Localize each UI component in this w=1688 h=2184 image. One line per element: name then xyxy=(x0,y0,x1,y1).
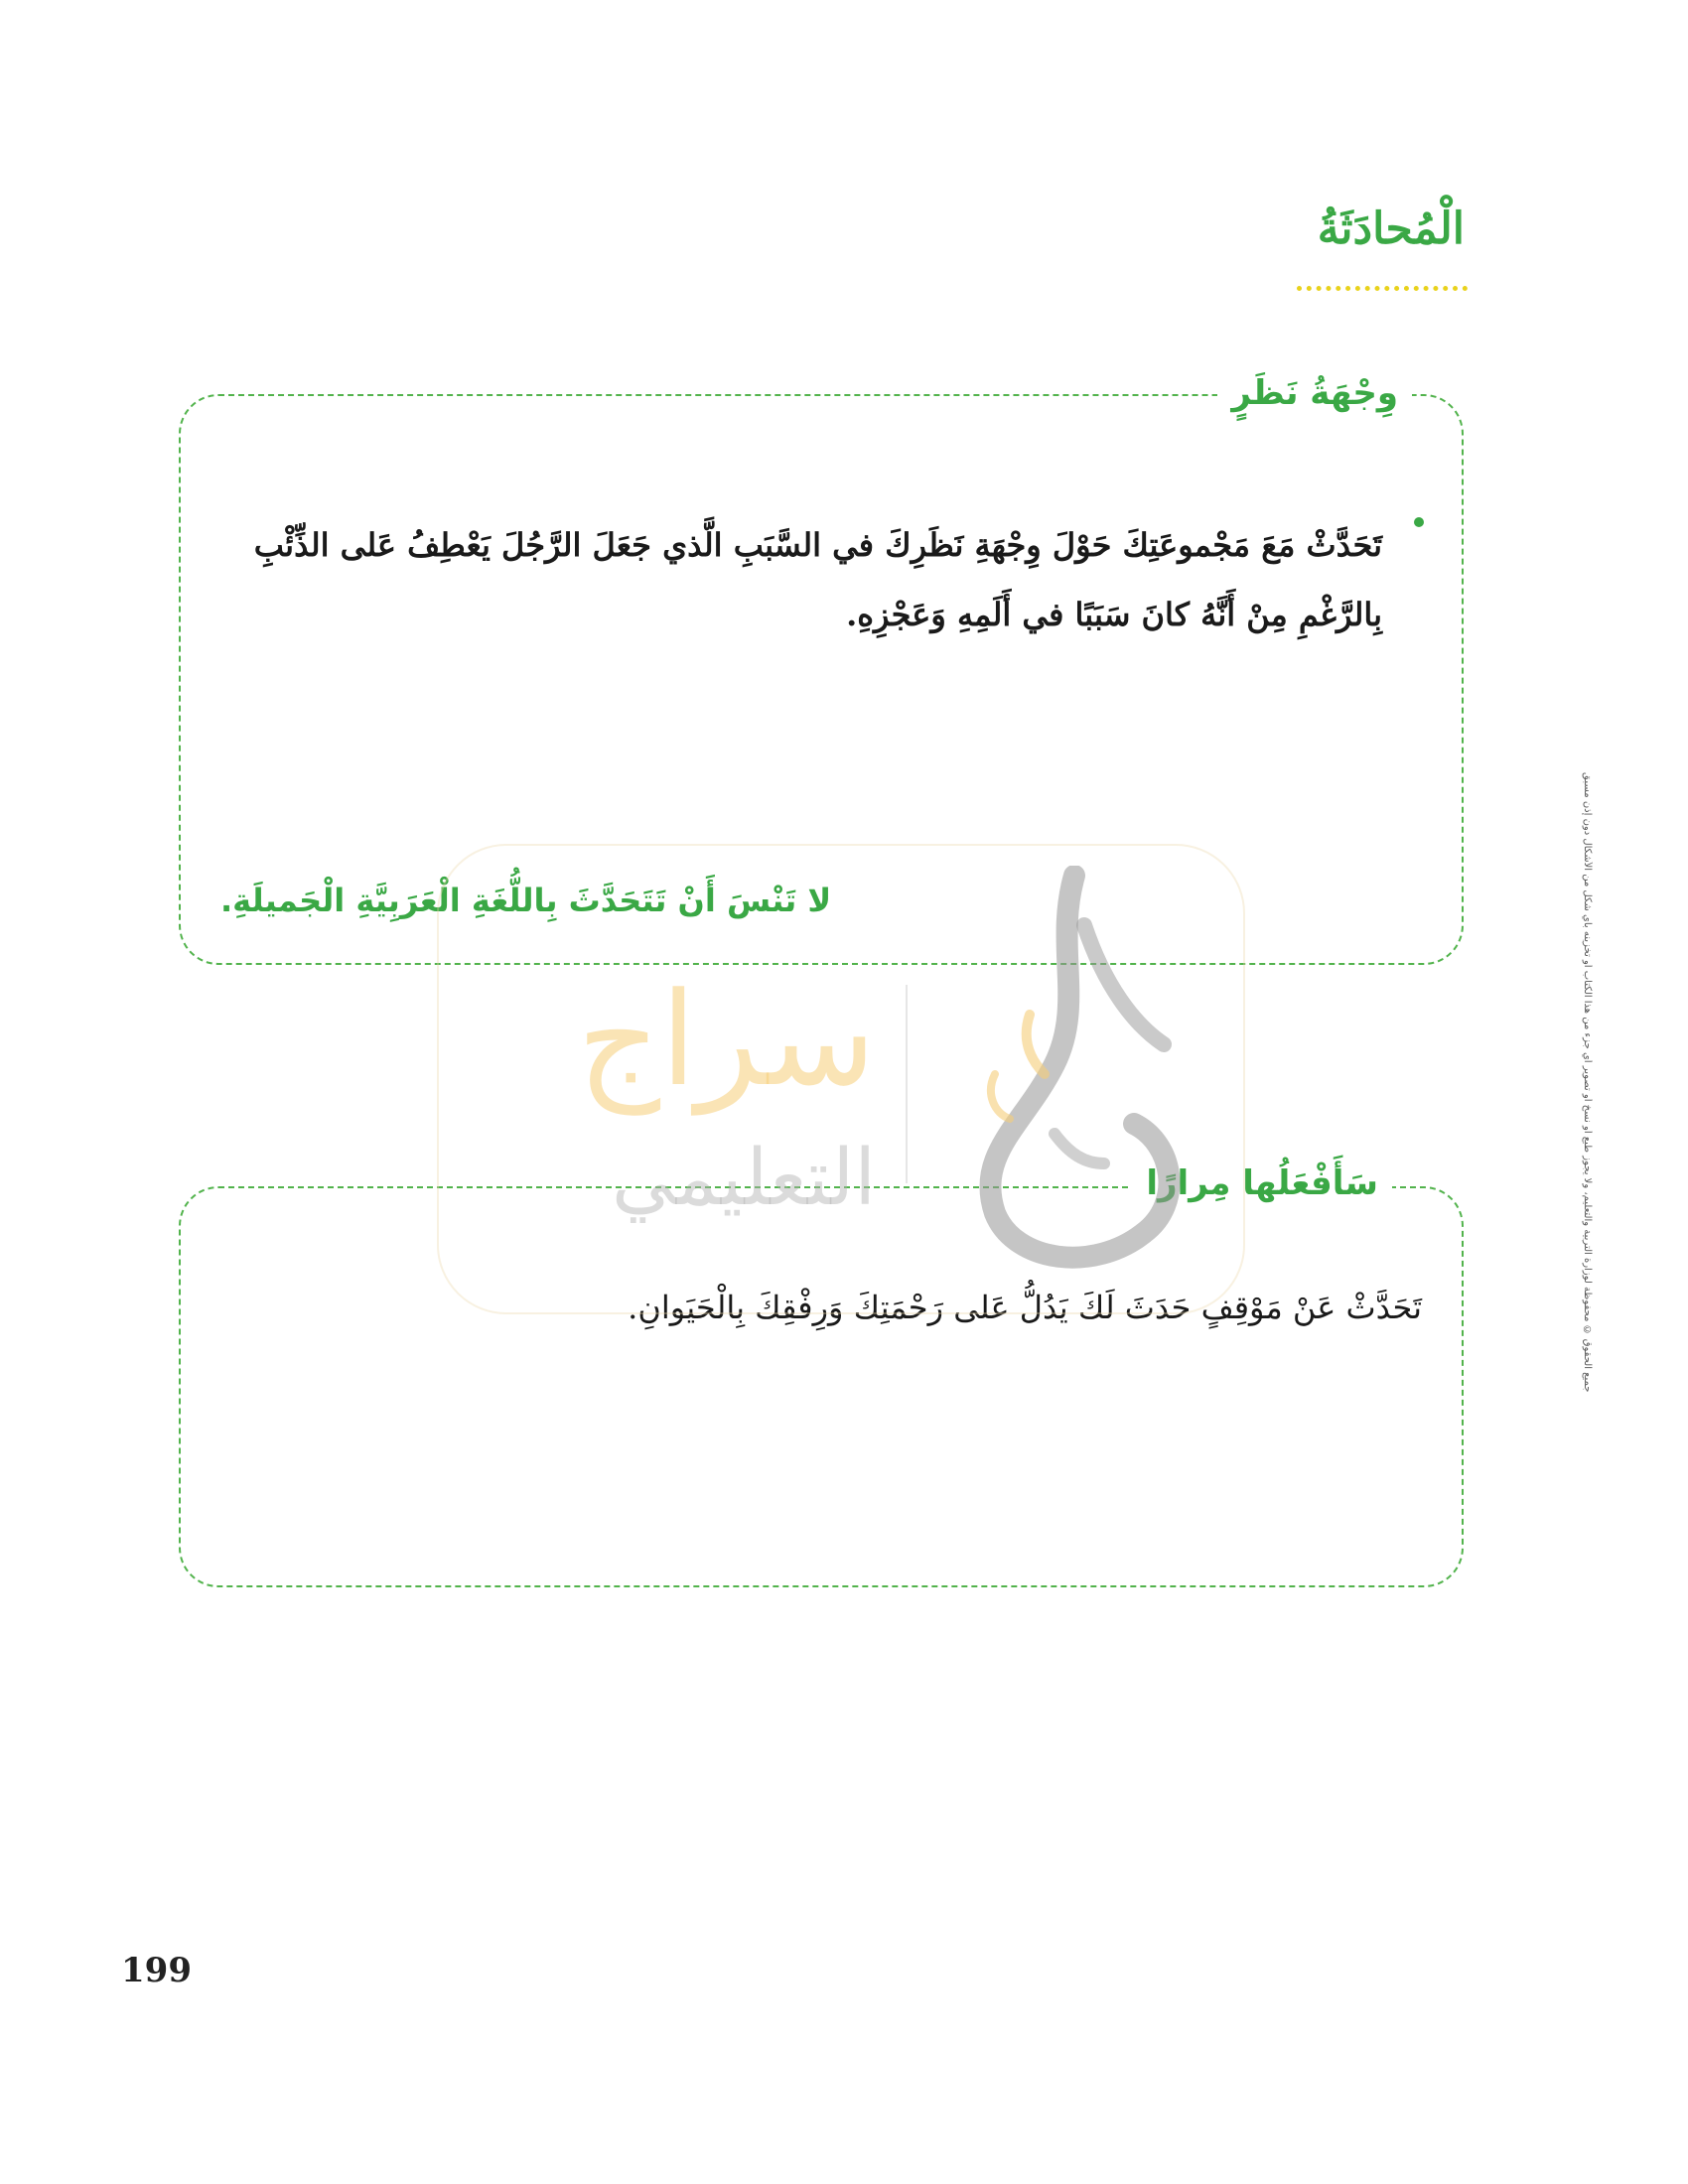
page-title: الْمُحادَثَةُ xyxy=(1317,204,1465,254)
viewpoint-box xyxy=(179,373,1464,965)
practice-prompt: تَحَدَّثْ عَنْ مَوْقِفٍ حَدَثَ لَكَ يَدُلُّ عَلى رَحْمَتِكَ وَرِفْقِكَ بِالْحَيَوانِ. xyxy=(628,1289,1422,1326)
language-reminder: لا تَنْسَ أَنْ تَتَحَدَّثَ بِاللُّغَةِ الْعَرَبِيَّةِ الْجَميلَةِ. xyxy=(220,882,832,919)
viewpoint-box-title: وِجْهَةُ نَظَرٍ xyxy=(1217,368,1412,418)
watermark-divider xyxy=(906,985,908,1183)
viewpoint-prompt: تَحَدَّثْ مَعَ مَجْموعَتِكَ حَوْلَ وِجْهَةِ نَظَرِكَ في السَّبَبِ الَّذي جَعَلَ الرَّجُلَ يَعْطِفُ عَلى الذِّئْبِ بِالرَّغْمِ مِنْ أَنَّهُ كانَ سَبَبًا في أَلَمِهِ وَعَجْزِهِ. xyxy=(253,526,1382,633)
copyright-side-note: جميع الحقوق © محفوظة لوزارة التربية والتعليم، ولا يجوز طبع أو نسخ أو تصوير أي جزء من هذا الكتاب أو تخزينه بأي شكل من الأشكال دون إذن مسبق xyxy=(1582,771,1593,1393)
watermark-name: سراج xyxy=(577,964,876,1115)
practice-box-title: سَأَفْعَلُها مِرارًا xyxy=(1132,1159,1392,1208)
bullet-icon xyxy=(1414,517,1424,527)
watermark-subtitle: التعليمي xyxy=(611,1134,876,1223)
title-underline xyxy=(1297,286,1468,291)
page-number: 199 xyxy=(121,1951,192,1990)
